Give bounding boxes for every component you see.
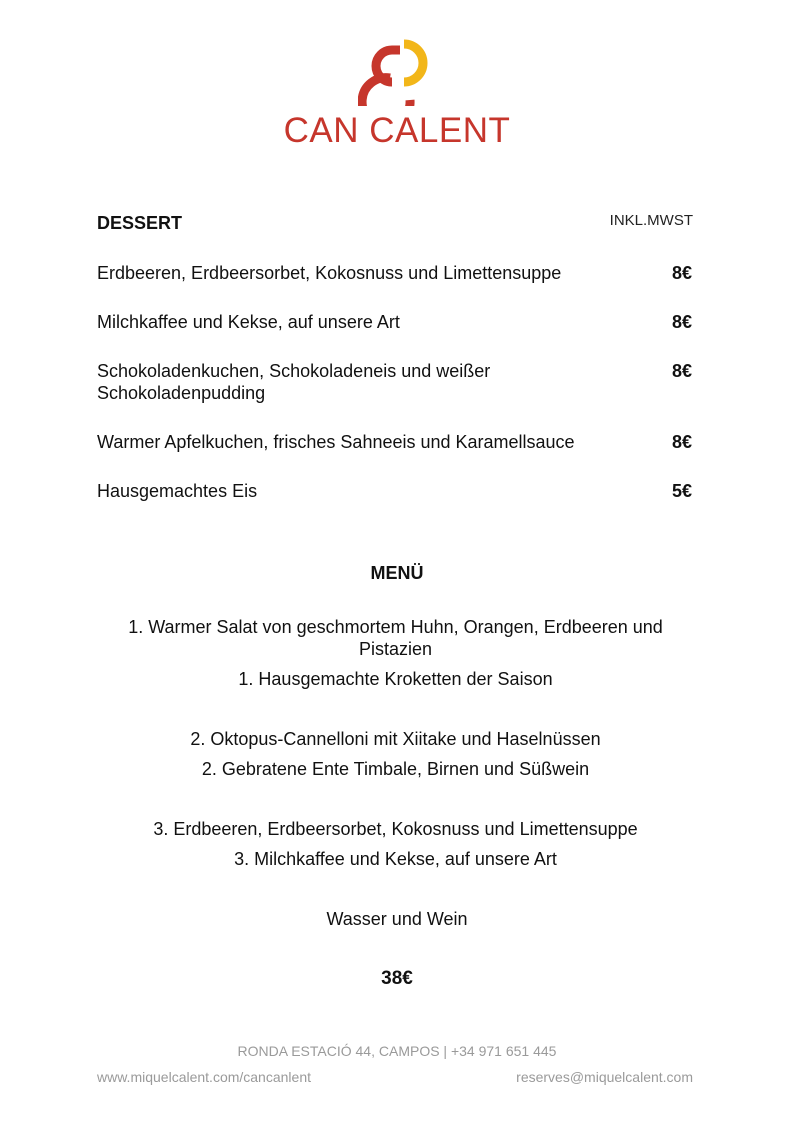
dessert-list — [97, 262, 694, 502]
dessert-item — [97, 262, 694, 284]
dessert-item — [97, 480, 694, 502]
dessert-item-name: Schokoladenkuchen, Schokoladeneis und weißer Schokoladenpudding — [97, 361, 491, 403]
dessert-item-price: 8€ — [671, 432, 692, 452]
menu-courses — [97, 616, 694, 870]
menu-course-group — [97, 616, 694, 690]
menu-price: 38€ — [381, 968, 413, 989]
menu-course-option: 3. Erdbeeren, Erdbeersorbet, Kokosnuss und Limettensuppe — [153, 819, 638, 839]
dessert-title: DESSERT — [97, 213, 183, 233]
dessert-item-name: Warmer Apfelkuchen, frisches Sahneeis und Karamellsauce — [97, 432, 575, 452]
dessert-item — [97, 360, 694, 404]
menu-course-option: 3. Milchkaffee und Kekse, auf unsere Art — [234, 849, 557, 869]
vat-note: INKL.MWST — [609, 212, 693, 229]
dessert-item — [97, 431, 694, 453]
menu-course-group — [97, 728, 694, 780]
menu-course-group — [97, 818, 694, 870]
menu-course-option: 2. Oktopus-Cannelloni mit Xiitake und Haselnüssen — [190, 729, 601, 749]
footer-website-link[interactable]: www.miquelcalent.com/cancanlent — [97, 1069, 311, 1085]
menu-course-option: 1. Hausgemachte Kroketten der Saison — [238, 669, 553, 689]
dessert-item-price: 8€ — [671, 263, 692, 283]
menu-course-option: 1. Warmer Salat von geschmortem Huhn, Orangen, Erdbeeren und Pistazien — [128, 617, 663, 659]
dessert-item-price: 8€ — [671, 361, 692, 381]
footer-address: RONDA ESTACIÓ 44, CAMPOS | +34 971 651 445 — [237, 1043, 557, 1059]
dessert-item-name: Hausgemachtes Eis — [97, 481, 258, 501]
dessert-item-name: Erdbeeren, Erdbeersorbet, Kokosnuss und Limettensuppe — [97, 263, 562, 283]
menu-title: MENÜ — [370, 563, 424, 583]
dessert-item-price: 8€ — [671, 312, 692, 332]
dessert-item-price: 5€ — [671, 481, 692, 501]
dessert-item — [97, 311, 694, 333]
footer-email-link[interactable]: reserves@miquelcalent.com — [516, 1069, 693, 1085]
brand-name: CAN CALENT — [283, 111, 511, 150]
dessert-item-name: Milchkaffee und Kekse, auf unsere Art — [97, 312, 400, 332]
can-calent-logo-icon — [358, 22, 432, 106]
menu-course-option: 2. Gebratene Ente Timbale, Birnen und Süßwein — [201, 759, 590, 779]
menu-drinks: Wasser und Wein — [326, 909, 468, 929]
